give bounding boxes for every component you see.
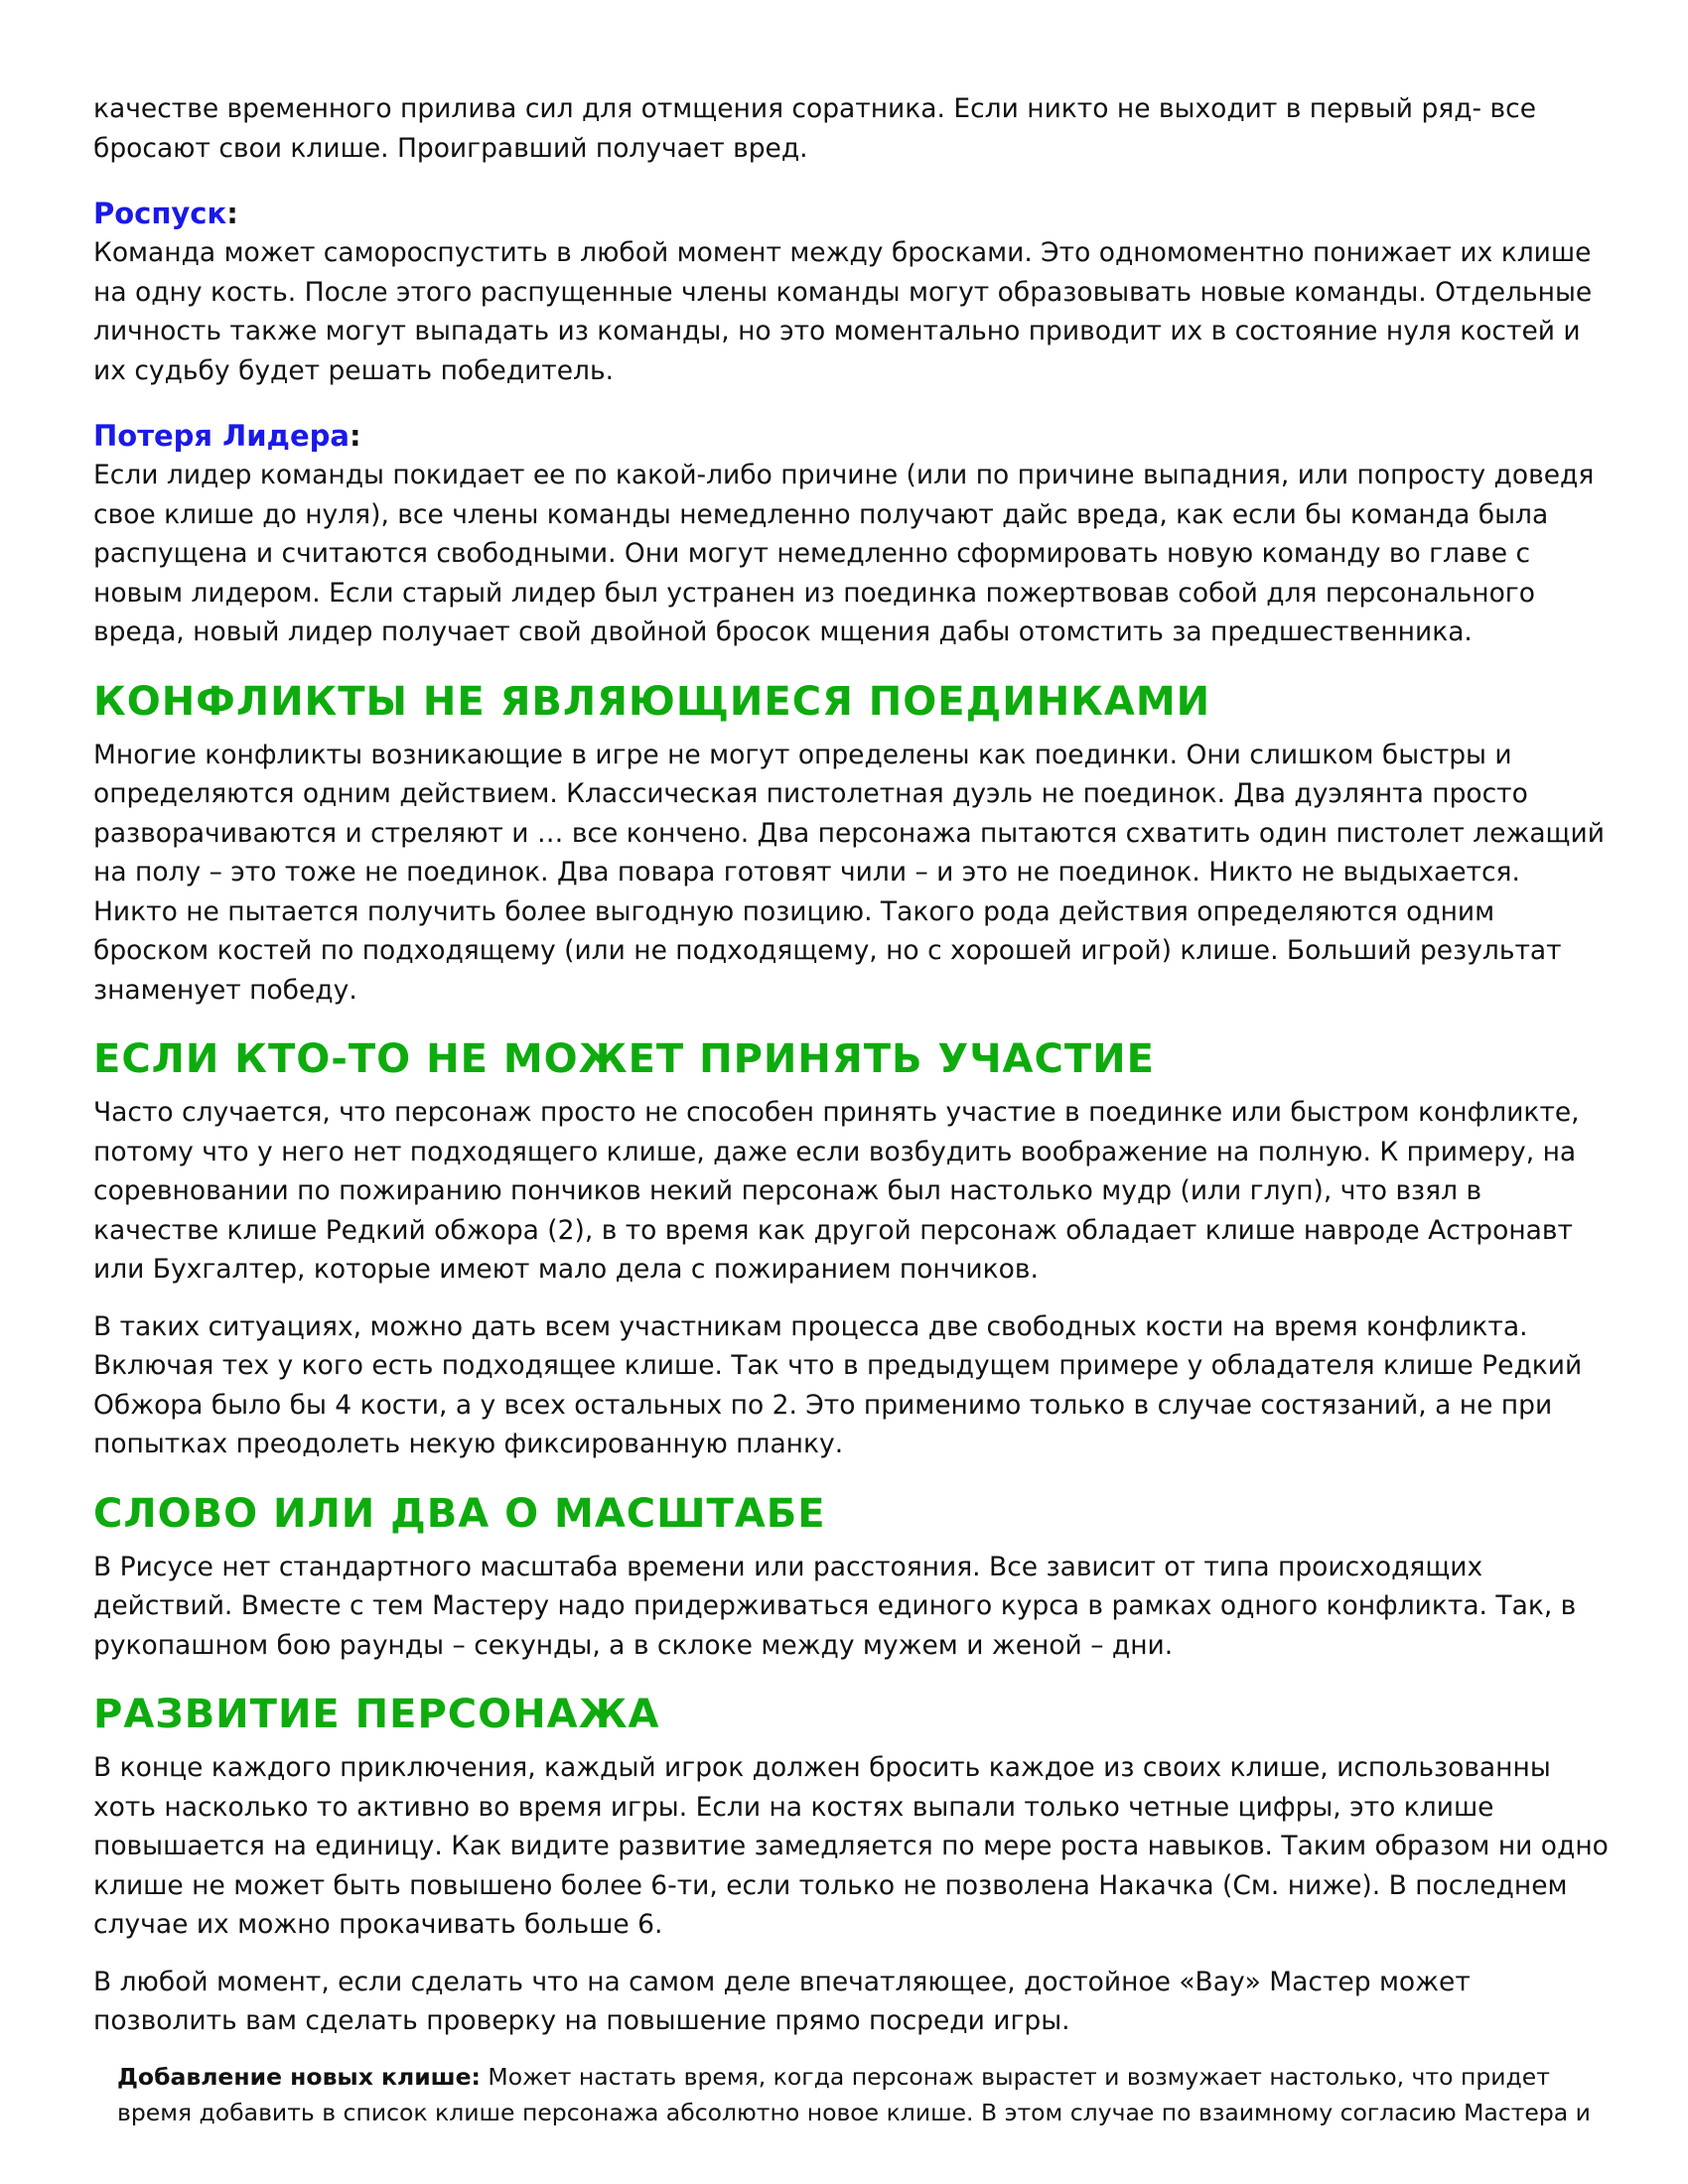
dobavlenie-text: Может настать время, когда персонаж вырастет и возмужает настолько, что придет время добавить в список клише персонажа абсолютно новое клише. В этом случае по взаимному согласию Мастера и — [117, 2062, 1591, 2126]
poterya-subheading — [93, 416, 1613, 456]
rospusk-colon: : — [226, 197, 238, 230]
poterya-colon: : — [349, 419, 361, 453]
razvitie-heading: РАЗВИТИЕ ПЕРСОНАЖА — [93, 1692, 660, 1737]
uchastie-paragraph-2: В таких ситуациях, можно дать всем участникам процесса две свободных кости на время конфликта. Включая тех у кого есть подходящее клише. Так что в предыдущем примере у обладателя клише Редкий Обжора было бы 4 кости, а у всех остальных по 2. Это применимо только в случае состязаний, а не при попытках преодолеть некую фиксированную планку. — [93, 1310, 1583, 1459]
rospusk-paragraph: Команда может самороспустить в любой момент между бросками. Это одномоментно понижает их клише на одну кость. После этого распущенные члены команды могут образовывать новые команды. Отдельные личность также могут выпадать из команды, но это моментально приводит их в состояние нуля костей и их судьбу будет решать победитель. — [93, 237, 1593, 386]
poterya-paragraph: Если лидер команды покидает ее по какой-либо причине (или по причине выпадния, или попросту доведя свое клише до нуля), все члены команды немедленно получают дайс вреда, как если бы команда была распущена и считаются свободными. Они могут немедленно сформировать новую команду во главе с новым лидером. Если старый лидер был устранен из поединка пожертвовав собой для персонального вреда, новый лидер получает свой двойной бросок мщения дабы отомстить за предшественника. — [93, 460, 1595, 647]
uchastie-heading: ЕСЛИ КТО-ТО НЕ МОЖЕТ ПРИНЯТЬ УЧАСТИЕ — [93, 1036, 1155, 1082]
razvitie-paragraph-2: В любой момент, если сделать что на самом деле впечатляющее, достойное «Вау» Мастер может позволить вам сделать проверку на повышение прямо посреди игры. — [93, 1966, 1471, 2036]
masshtab-heading: СЛОВО ИЛИ ДВА О МАСШТАБЕ — [93, 1490, 826, 1537]
poterya-title: Потеря Лидера — [93, 419, 350, 453]
masshtab-paragraph: В Рисусе нет стандартного масштаба времени или расстояния. Все зависит от типа происходящих действий. Вместе с тем Мастеру надо придерживаться единого курса в рамках одного конфликта. Так, в рукопашном бою раунды – секунды, а в склоке между мужем и женой – дни. — [93, 1551, 1577, 1661]
dobavlenie-note — [93, 2059, 1613, 2130]
intro-paragraph: качестве временного прилива сил для отмщения соратника. Если никто не выходит в первый ряд- все бросают свои клише. Проигравший получает вред. — [93, 93, 1537, 164]
page-content — [93, 89, 1613, 2130]
uchastie-paragraph-1: Часто случается, что персонаж просто не способен принять участие в поединке или быстром конфликте, потому что у него нет подходящего клише, даже если возбудить воображение на полную. К примеру, на соревновании по пожиранию пончиков некий персонаж был настолько мудр (или глуп), что взял в качестве клише Редкий обжора (2), в то время как другой персонаж обладает клише навроде Астронавт или Бухгалтер, которые имеют мало дела с пожиранием пончиков. — [93, 1097, 1580, 1285]
konflikty-paragraph: Многие конфликты возникающие в игре не могут определены как поединки. Они слишком быстры и определяются одним действием. Классическая пистолетная дуэль не поединок. Два дуэлянта просто разворачиваются и стреляют и … все кончено. Два персонажа пытаются схватить один пистолет лежащий на полу – это тоже не поединок. Два повара готовят чили – и это не поединок. Никто не выдыхается. Никто не пытается получить более выгодную позицию. Такого рода действия определяются одним броском костей по подходящему (или не подходящему, но с хорошей игрой) клише. Больший результат знаменует победу. — [93, 739, 1605, 1006]
rospusk-subheading — [93, 194, 1613, 233]
rospusk-title: Роспуск — [93, 197, 227, 230]
razvitie-paragraph-1: В конце каждого приключения, каждый игрок должен бросить каждое из своих клише, использованны хоть насколько то активно во время игры. Если на костях выпали только четные цифры, это клише повышается на единицу. Как видите развитие замедляется по мере роста навыков. Таким образом ни одно клише не может быть повышено более 6-ти, если только не позволена Накачка (См. ниже). В последнем случае их можно прокачивать больше 6. — [93, 1752, 1609, 1940]
konflikty-heading: КОНФЛИКТЫ НЕ ЯВЛЯЮЩИЕСЯ ПОЕДИНКАМИ — [93, 678, 1211, 725]
dobavlenie-label: Добавление новых клише: — [117, 2062, 481, 2091]
